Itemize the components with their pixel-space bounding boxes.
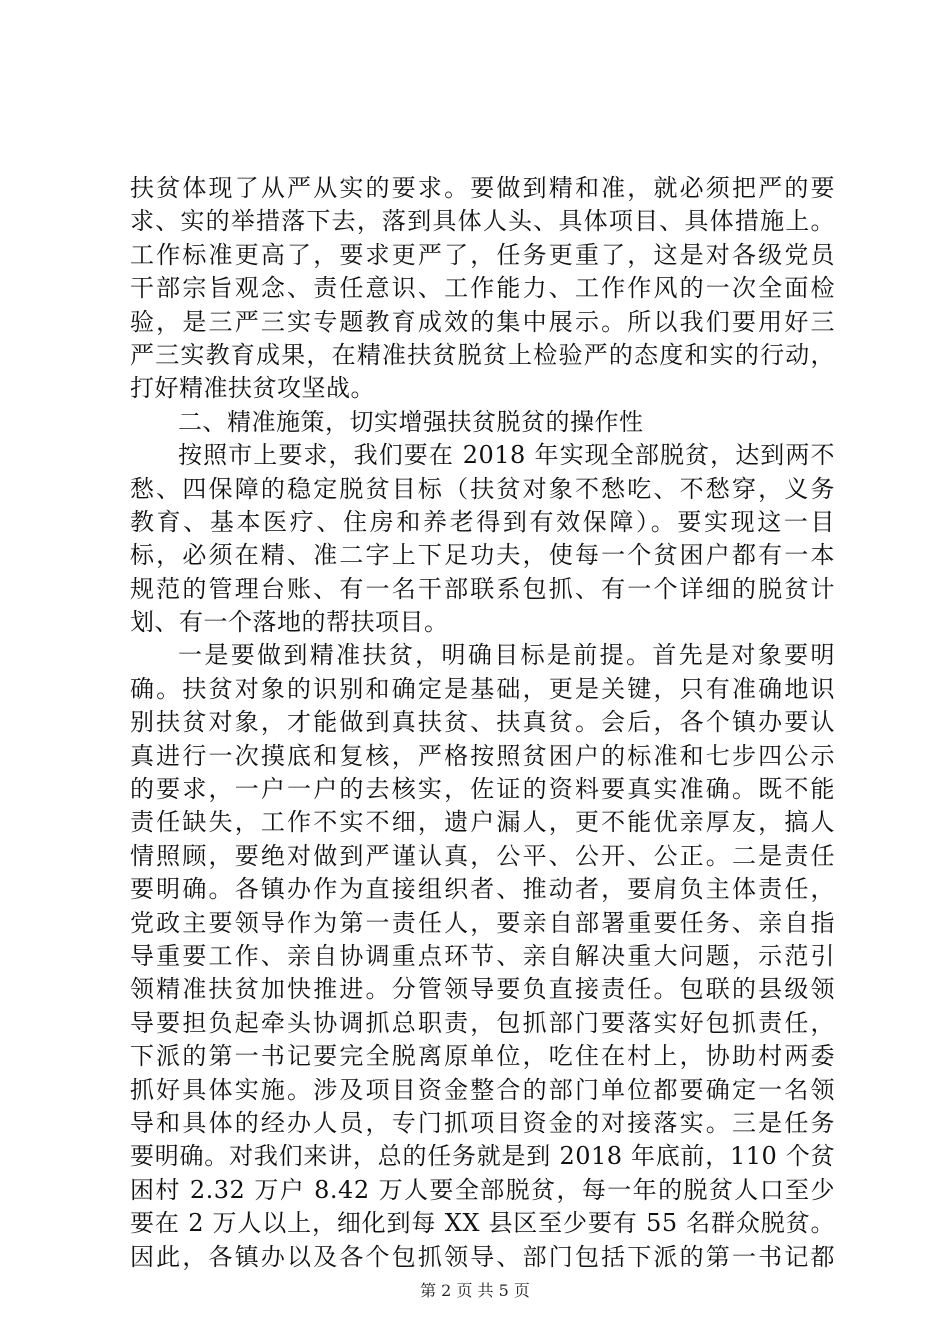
text-line: 标，必须在精、准二字上下足功夫，使每一个贫困户都有一本: [130, 541, 835, 570]
text-line: 要明确。对我们来讲，总的任务就是到 2018 年底前，110 个贫: [130, 1142, 835, 1171]
text-line: 打好精准扶贫攻坚战。: [130, 374, 375, 403]
text-line: 严三实教育成果，在精准扶贫脱贫上检验严的态度和实的行动，: [130, 340, 835, 369]
text-line: 领精准扶贫加快推进。分管领导要负直接责任。包联的县级领: [130, 975, 835, 1004]
text-line: 一是要做到精准扶贫，明确目标是前提。首先是对象要明: [178, 641, 835, 670]
text-line: 导和具体的经办人员，专门抓项目资金的对接落实。三是任务: [130, 1108, 835, 1137]
text-line: 要在 2 万人以上，细化到每 XX 县区至少要有 55 名群众脱贫。: [130, 1209, 835, 1238]
text-line: 干部宗旨观念、责任意识、工作能力、工作作风的一次全面检: [130, 274, 835, 303]
text-line: 求、实的举措落下去，落到具体人头、具体项目、具体措施上。: [130, 207, 835, 236]
text-line: 困村 2.32 万户 8.42 万人要全部脱贫，每一年的脱贫人口至少: [130, 1175, 835, 1204]
text-line: 的要求，一户一户的去核实，佐证的资料要真实准确。既不能: [130, 775, 835, 804]
page-number-footer: 第 2 页 共 5 页: [420, 1281, 530, 1300]
text-line: 导要担负起牵头协调抓总职责，包抓部门要落实好包抓责任，: [130, 1008, 835, 1037]
text-line: 划、有一个落地的帮扶项目。: [130, 608, 449, 637]
text-line: 下派的第一书记要完全脱离原单位，吃住在村上，协助村两委: [130, 1042, 835, 1071]
text-line: 愁、四保障的稳定脱贫目标（扶贫对象不愁吃、不愁穿，义务: [130, 474, 835, 503]
document-body: [130, 172, 835, 1274]
text-line: 党政主要领导作为第一责任人，要亲自部署重要任务、亲自指: [130, 908, 835, 937]
text-line: 因此，各镇办以及各个包抓领导、部门包括下派的第一书记都: [130, 1242, 835, 1271]
text-line: 确。扶贫对象的识别和确定是基础，更是关键，只有准确地识: [130, 674, 835, 703]
text-line: 工作标准更高了，要求更严了，任务更重了，这是对各级党员: [130, 240, 835, 269]
text-line: 情照顾，要绝对做到严谨认真，公平、公开、公正。二是责任: [130, 841, 835, 870]
text-line: 扶贫体现了从严从实的要求。要做到精和准，就必须把严的要: [130, 174, 835, 202]
text-line: 教育、基本医疗、住房和养老得到有效保障）。要实现这一目: [130, 507, 835, 536]
text-line: 按照市上要求，我们要在 2018 年实现全部脱贫，达到两不: [178, 441, 835, 470]
text-line: 导重要工作、亲自协调重点环节、亲自解决重大问题，示范引: [130, 941, 835, 970]
text-line: 责任缺失，工作不实不细，遗户漏人，更不能优亲厚友，搞人: [130, 808, 835, 837]
text-line: 要明确。各镇办作为直接组织者、推动者，要肩负主体责任，: [130, 875, 835, 904]
text-line: 抓好具体实施。涉及项目资金整合的部门单位都要确定一名领: [130, 1075, 835, 1104]
text-line: 规范的管理台账、有一名干部联系包抓、有一个详细的脱贫计: [130, 574, 835, 603]
text-line: 别扶贫对象，才能做到真扶贫、扶真贫。会后，各个镇办要认: [130, 708, 835, 737]
text-line: 真进行一次摸底和复核，严格按照贫困户的标准和七步四公示: [130, 741, 835, 770]
section-heading: 二、精准施策，切实增强扶贫脱贫的操作性: [178, 407, 644, 436]
text-line: 验，是三严三实专题教育成效的集中展示。所以我们要用好三: [130, 307, 835, 336]
